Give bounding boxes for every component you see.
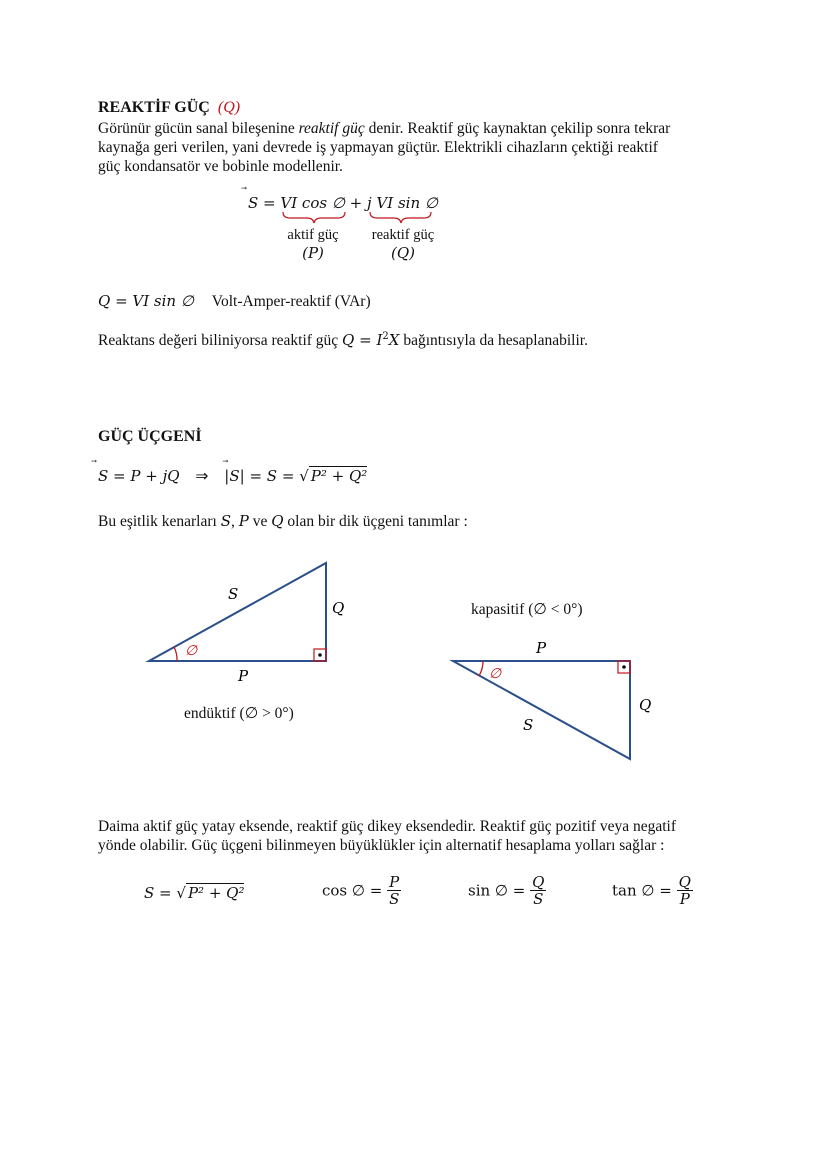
fraction — [530, 874, 546, 907]
capacitive-triangle-diagram — [440, 630, 670, 770]
symbol-Q: Q — [271, 512, 284, 530]
reactance-formula — [342, 331, 399, 349]
label-S: S — [228, 585, 239, 603]
symbol-P: P — [238, 512, 249, 530]
title-text: REAKTİF GÜÇ — [98, 99, 210, 116]
right-angle-dot — [318, 653, 322, 657]
sqrt-icon: √ — [299, 467, 309, 485]
para-line-1 — [98, 119, 670, 138]
title-symbol: (Q) — [217, 99, 241, 116]
symbol: (Q) — [390, 244, 415, 262]
text: denir. Reaktif güç kaynaktan çekilip sonra tekrar — [364, 120, 671, 137]
emphasis-reactive-power: reaktif güç — [298, 120, 365, 137]
brace-active — [283, 212, 345, 223]
denominator: S — [389, 890, 400, 908]
vector-S — [98, 467, 108, 485]
formula-tan — [612, 874, 693, 907]
fraction — [387, 874, 401, 907]
active-term: VI cos ∅ — [280, 194, 345, 212]
text: bağıntısıyla da hesaplanabilir. — [403, 332, 588, 349]
triangle-description — [98, 512, 468, 531]
section-title-reactive-power — [98, 99, 240, 117]
sqrt-content: P² + Q² — [310, 467, 368, 485]
symbol: S — [229, 467, 240, 485]
triangle-shape — [149, 563, 326, 661]
text: Reaktans değeri biliniyorsa reaktif güç — [98, 332, 343, 349]
label-Q: Q — [639, 696, 652, 714]
numerator: P — [387, 874, 401, 891]
right-angle-dot — [622, 665, 626, 669]
text: , — [230, 513, 239, 530]
underbraces — [280, 210, 440, 226]
symbol: (P) — [302, 244, 324, 262]
para-line-2: yönde olabilir. Güç üçgeni bilinmeyen büyüklükler için alternatif hesaplama yolları sağlar : — [98, 837, 665, 854]
symbol-S: S — [220, 512, 231, 530]
magnitude-S: |S | — [224, 467, 245, 485]
reactance-line — [98, 331, 588, 350]
inductive-caption: endüktif (∅ > 0°) — [184, 705, 294, 722]
text: Q = I — [342, 331, 383, 349]
label-P: P — [536, 639, 547, 657]
angle-arc — [479, 661, 483, 676]
text: X — [388, 331, 400, 349]
text: S = — [144, 884, 177, 902]
label-angle: ∅ — [185, 643, 198, 659]
label-active-power — [278, 226, 348, 262]
fraction — [677, 874, 693, 907]
text: ve — [248, 513, 272, 530]
denominator: S — [533, 890, 544, 908]
angle-arc — [174, 647, 177, 661]
text: Görünür gücün sanal bileşenine — [98, 120, 299, 137]
symbol: S — [98, 467, 109, 485]
text: cos ∅ = — [322, 881, 388, 900]
denominator: P — [679, 890, 690, 908]
label-Q: Q — [332, 599, 345, 617]
text: tan ∅ = — [612, 881, 677, 900]
text: = S = — [244, 467, 300, 485]
label-angle: ∅ — [489, 666, 502, 682]
equals: = — [258, 194, 281, 212]
implies-arrow-icon: ⇒ — [195, 468, 209, 485]
section-title-power-triangle: GÜÇ ÜÇGENİ — [98, 428, 202, 445]
exponent: 2 — [382, 331, 389, 342]
para-line-2: kaynağa geri verilen, yani devrede iş yapmayan güçtür. Elektrikli cihazların çektiği reaktif — [98, 139, 658, 156]
sqrt-icon: √ — [176, 884, 186, 902]
text: olan bir dik üçgeni tanımlar : — [283, 513, 468, 530]
para-line-3: güç kondansatör ve bobinle modellenir. — [98, 158, 343, 175]
label-P: P — [238, 667, 249, 685]
q-unit: Volt-Amper-reaktif (VAr) — [211, 293, 371, 310]
formula-S — [144, 884, 244, 903]
text: Bu eşitlik kenarları — [98, 513, 221, 530]
capacitive-caption: kapasitif (∅ < 0°) — [471, 601, 583, 618]
reactive-term: VI sin ∅ — [376, 194, 438, 212]
formula-sin — [468, 874, 546, 907]
formula-cos — [322, 874, 401, 907]
paragraph-reactive-definition — [98, 119, 670, 176]
label-reactive-power — [364, 226, 442, 262]
plus-j: + j — [344, 194, 377, 212]
paragraph-triangle-notes — [98, 817, 676, 855]
label: reaktif güç — [371, 227, 435, 243]
text: sin ∅ = — [468, 881, 531, 900]
inductive-triangle-diagram — [140, 555, 350, 685]
sqrt-content: P² + Q² — [187, 884, 245, 902]
label-S: S — [523, 716, 534, 734]
brace-reactive — [370, 212, 431, 223]
symbol: S — [248, 194, 259, 212]
text: = P + jQ — [108, 467, 180, 485]
label: aktif güç — [287, 227, 339, 243]
numerator: Q — [532, 873, 545, 891]
numerator: Q — [678, 873, 691, 891]
vector-S — [248, 194, 258, 212]
power-triangle-formula — [98, 467, 367, 486]
q-formula-line — [98, 292, 371, 311]
q-formula: Q = VI sin ∅ — [98, 292, 194, 310]
para-line-1: Daima aktif güç yatay eksende, reaktif güç dikey eksendedir. Reaktif güç pozitif veya negatif — [98, 818, 677, 835]
